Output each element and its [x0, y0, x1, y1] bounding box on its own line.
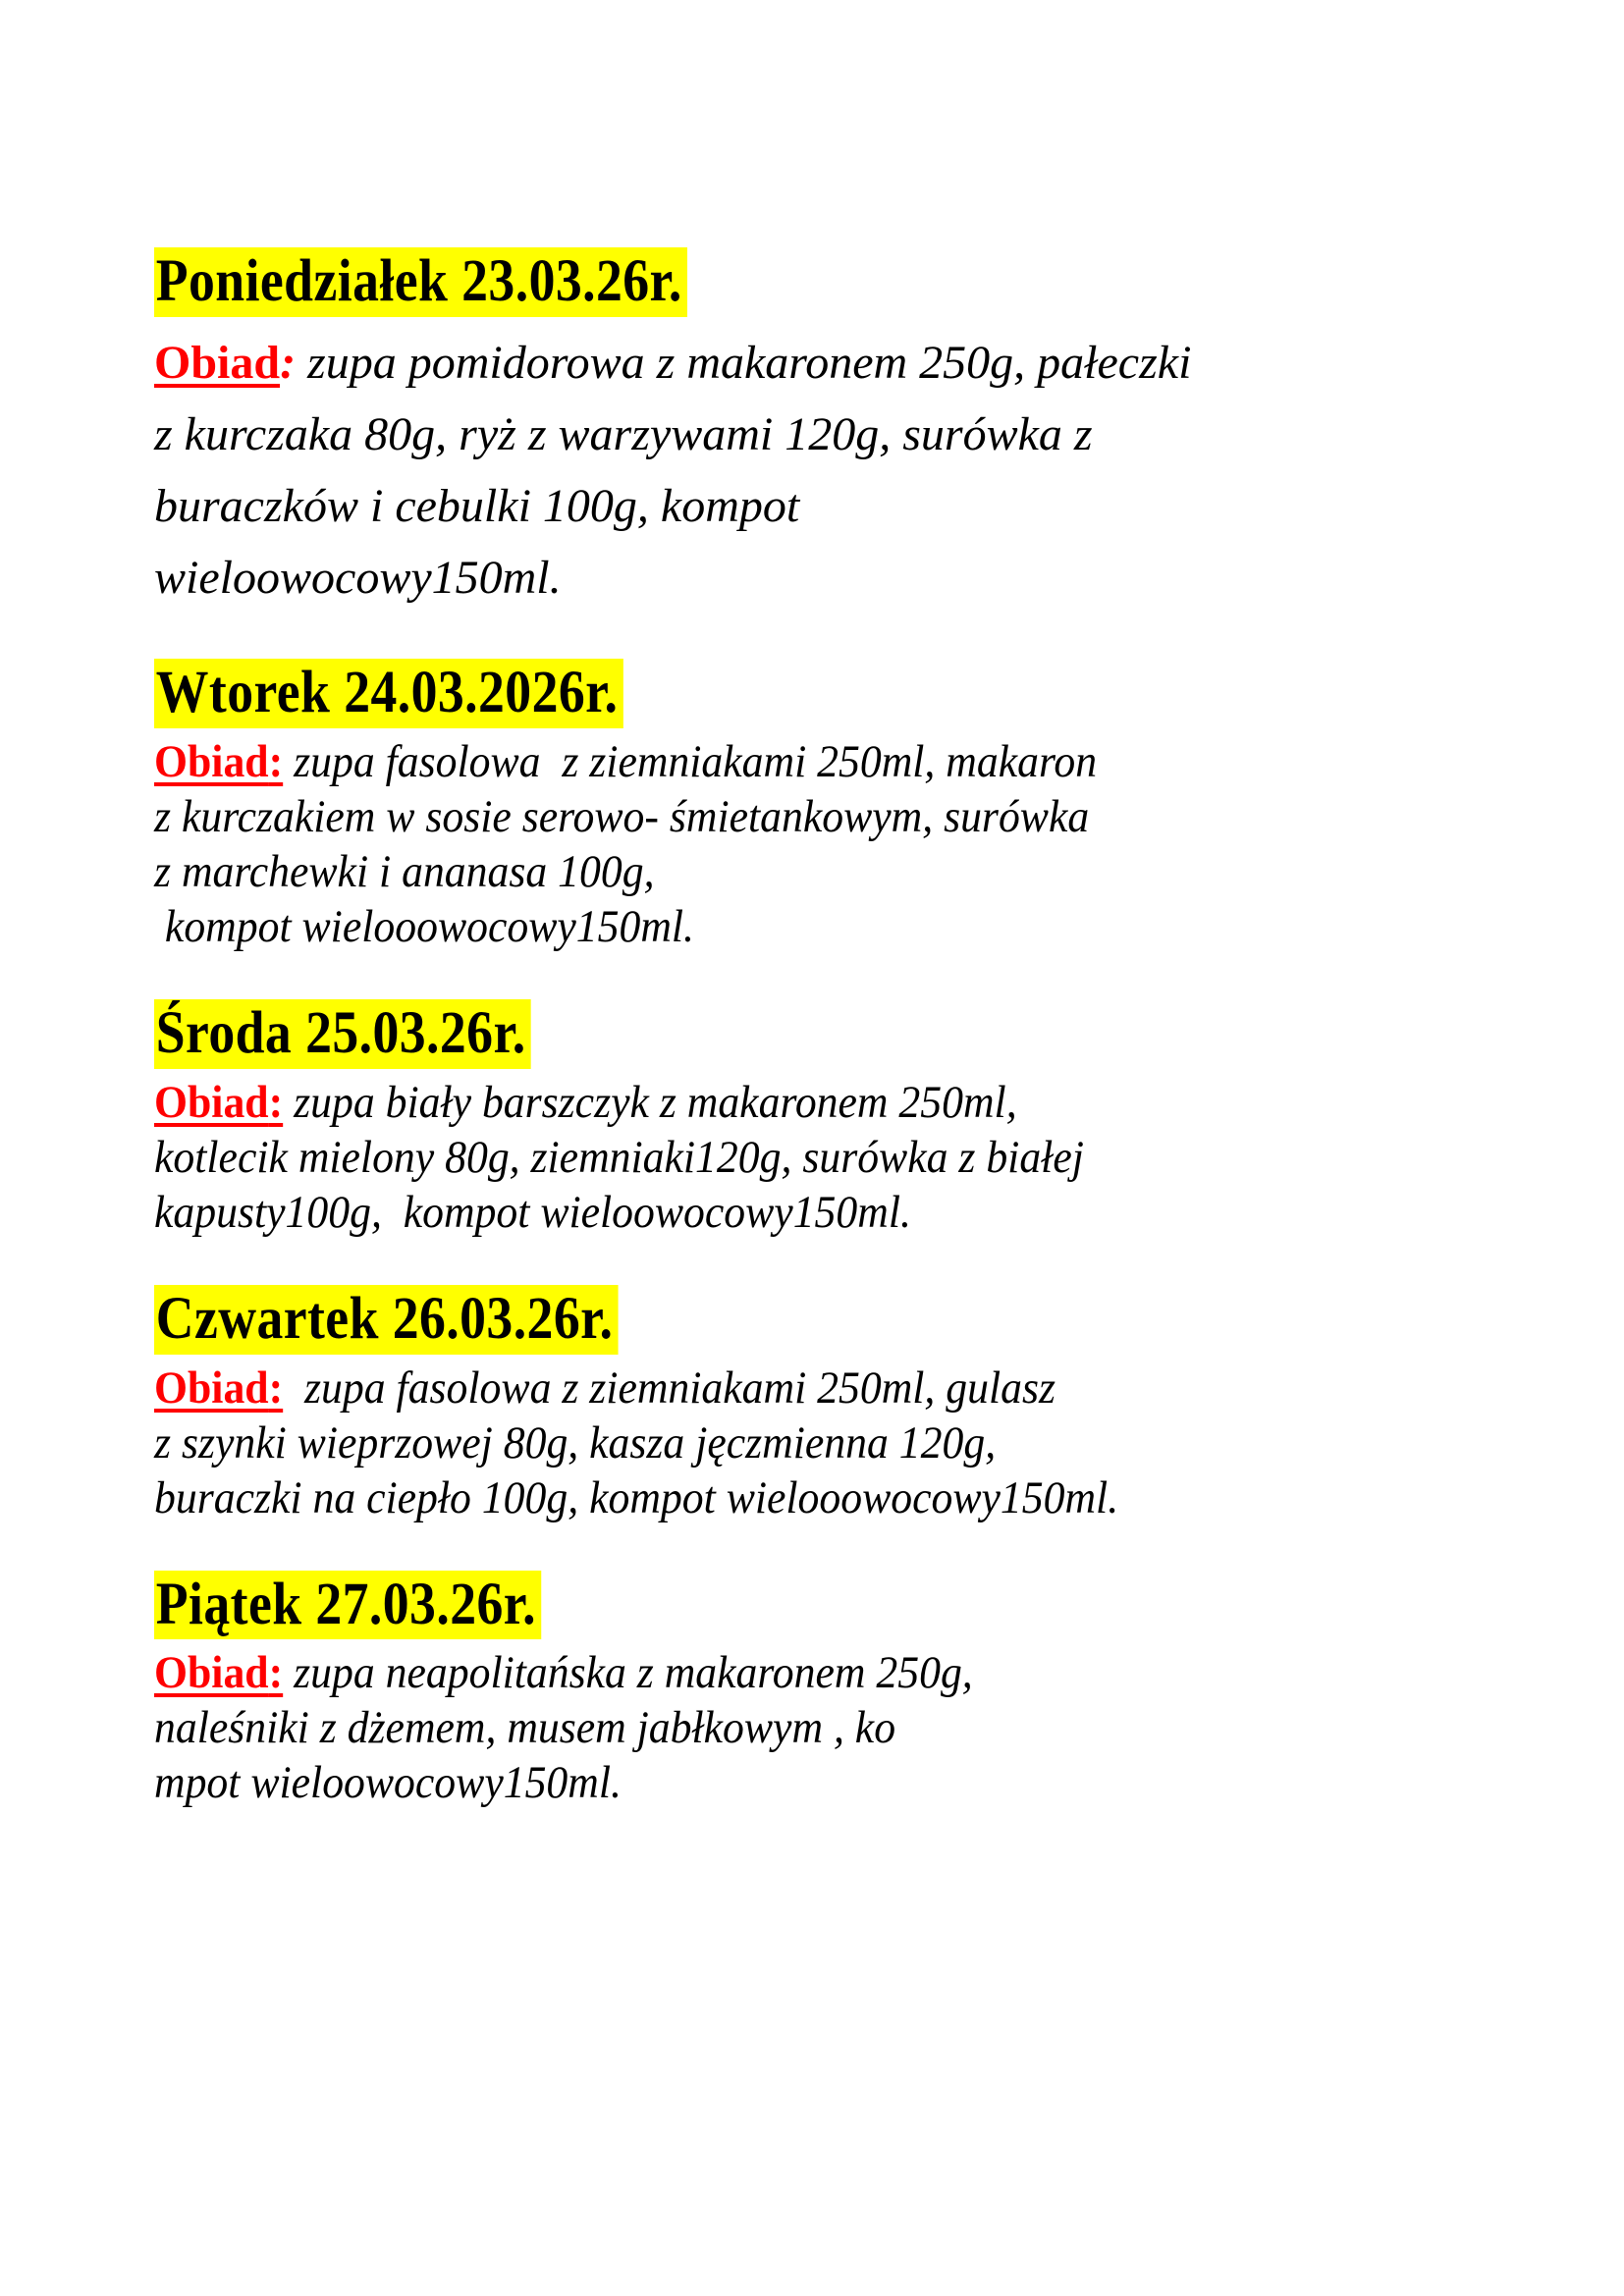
day-heading-highlight: Poniedziałek 23.03.26r.: [154, 247, 687, 317]
day-block-friday: [154, 1571, 1529, 1811]
day-body-friday: [154, 1645, 1433, 1810]
meal-label-wednesday: [154, 1077, 283, 1128]
day-body-monday: [154, 327, 1529, 614]
meal-label-friday: [154, 1647, 283, 1698]
meal-description-monday: zupa pomidorowa z makaronem 250g, pałeczki z kurczaka 80g, ryż z warzywami 120g, surówka z buraczków i cebulki 100g, kompot wieloowocowy150ml.: [154, 336, 1192, 604]
meal-separator-friday: :: [268, 1647, 284, 1699]
meal-label-text: Obiad: [154, 735, 269, 787]
day-heading-highlight: Środa 25.03.26r.: [154, 999, 531, 1069]
day-block-wednesday: [154, 999, 1529, 1240]
day-heading-friday: [154, 1571, 1529, 1640]
menu-content: [154, 247, 1529, 1810]
meal-label-text: Obiad: [154, 1076, 269, 1128]
day-block-thursday: [154, 1285, 1529, 1525]
meal-description-wednesday: zupa biały barszczyk z makaronem 250ml, kotlecik mielony 80g, ziemniaki120g, surówka z białej kapusty100g, kompot wieloowocowy150ml.: [154, 1076, 1084, 1238]
day-heading-thursday: [154, 1285, 1529, 1355]
day-body-thursday: [154, 1361, 1433, 1525]
meal-separator-thursday: :: [268, 1362, 284, 1414]
day-heading-wednesday: [154, 999, 1529, 1069]
meal-separator-wednesday: :: [268, 1076, 284, 1128]
day-heading-tuesday: [154, 659, 1529, 728]
day-block-tuesday: [154, 659, 1529, 954]
day-heading-highlight: Wtorek 24.03.2026r.: [154, 659, 623, 728]
meal-label-text: Obiad: [154, 1362, 269, 1414]
meal-label-monday: Obiad: [154, 336, 281, 389]
meal-label-tuesday: [154, 736, 283, 787]
day-heading-highlight: Piątek 27.03.26r.: [154, 1571, 541, 1640]
day-body-wednesday: [154, 1075, 1433, 1240]
meal-description-friday: zupa neapolitańska z makaronem 250g, naleśniki z dżemem, musem jabłkowym , ko mpot wieloowocowy150ml.: [154, 1647, 973, 1809]
meal-separator-tuesday: :: [268, 735, 284, 787]
day-heading-monday: [154, 247, 1529, 317]
meal-description-tuesday: zupa fasolowa z ziemniakami 250ml, makaron z kurczakiem w sosie serowo- śmietankowym, surówka z marchewki i ananasa 100g, kompot wielooowocowy150ml.: [154, 735, 1098, 952]
meal-label-text: Obiad: [154, 1647, 269, 1699]
day-body-tuesday: [154, 734, 1433, 954]
meal-separator-monday: :: [280, 336, 297, 389]
day-heading-highlight: Czwartek 26.03.26r.: [154, 1285, 619, 1355]
meal-description-thursday: zupa fasolowa z ziemniakami 250ml, gulasz z szynki wieprzowej 80g, kasza jęczmienna 120g, buraczki na ciepło 100g, kompot wielooowocowy150ml.: [154, 1362, 1119, 1523]
day-block-monday: [154, 247, 1529, 614]
meal-label-thursday: [154, 1362, 283, 1414]
